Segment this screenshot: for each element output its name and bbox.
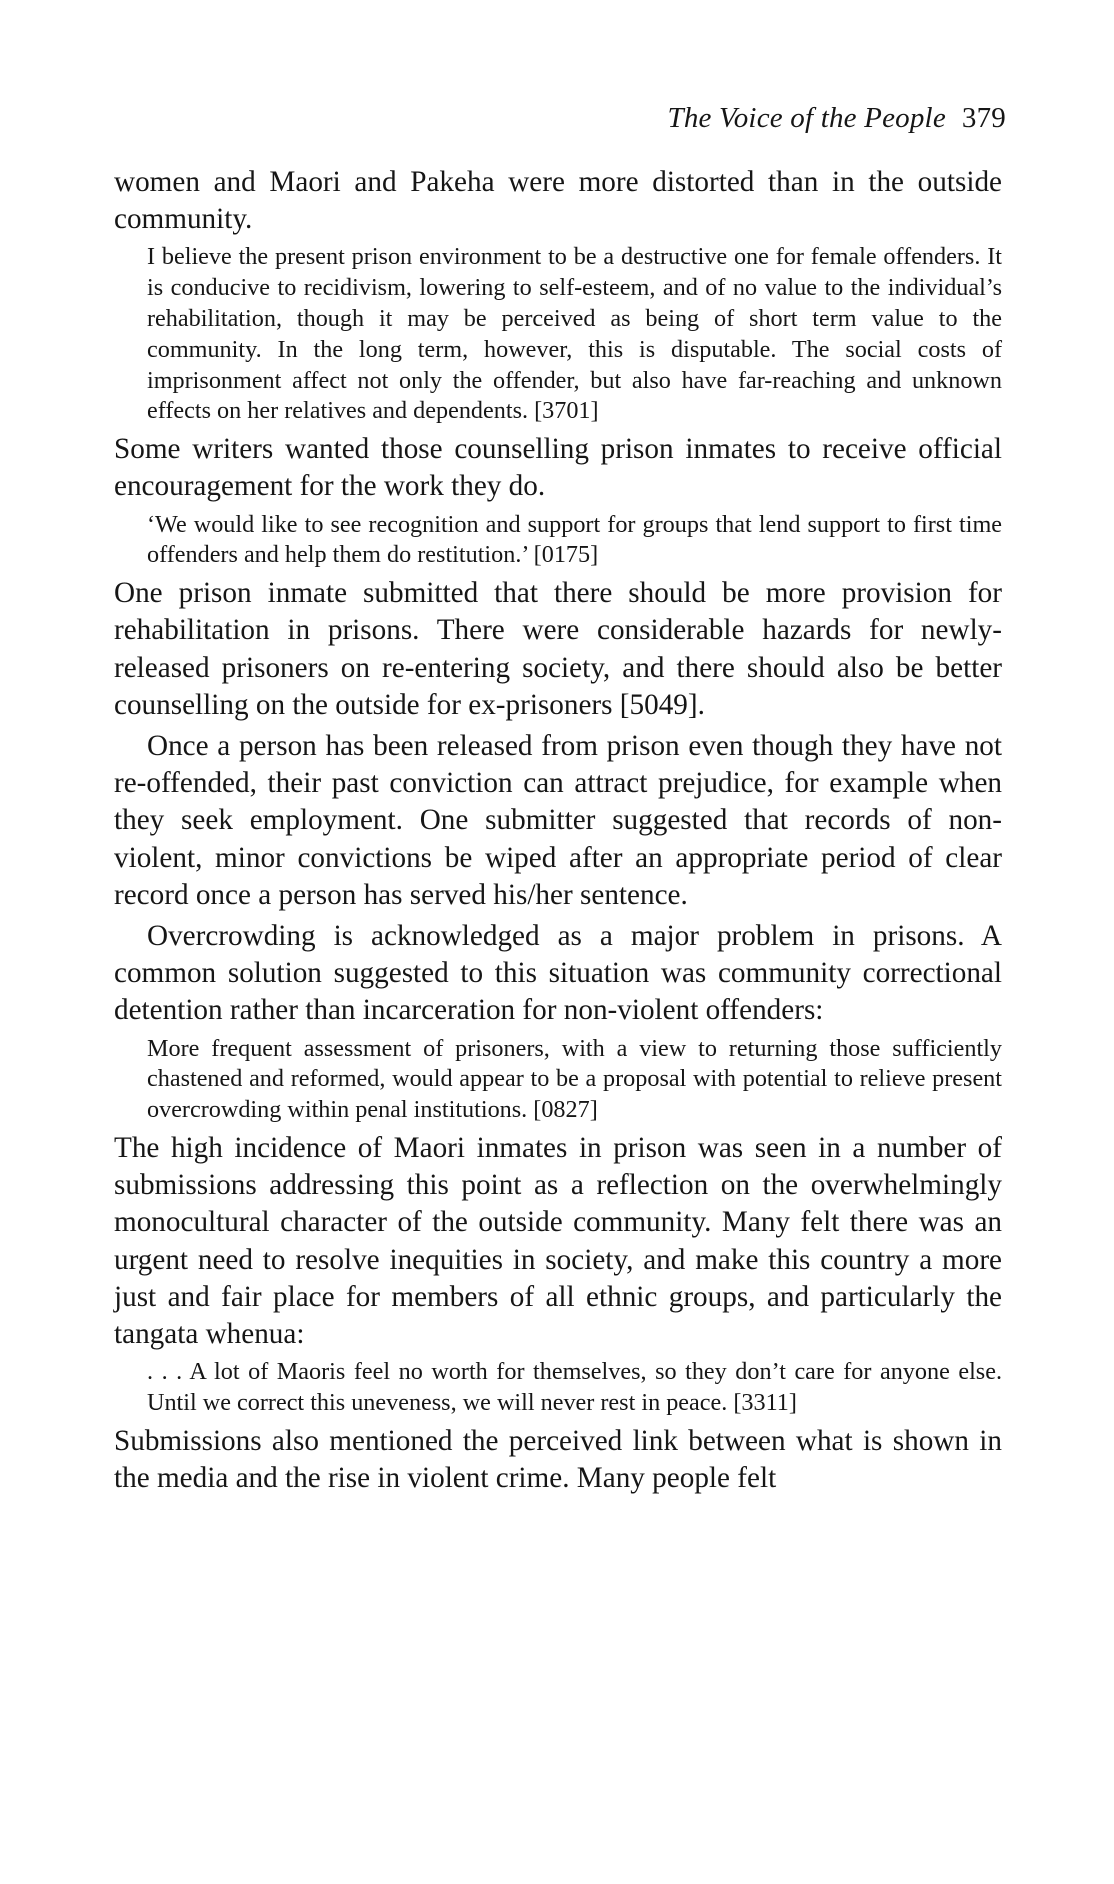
block-quote: ‘We would like to see recognition and support for groups that lend support to first time offenders and help them do restitution.’ [0175] bbox=[147, 510, 1002, 569]
running-header bbox=[667, 102, 1006, 135]
block-quote: . . . A lot of Maoris feel no worth for themselves, so they don’t care for anyone else. Until we correct this uneveness, we will never rest in peace. [3311] bbox=[147, 1358, 1002, 1417]
body-paragraph: The high incidence of Maori inmates in prison was seen in a number of submissions addressing this point as a reflection on the overwhelmingly monocultural character of the outside community. Many felt there was an urgent need to resolve inequities in society, and make this country a more just and fair place for members of all ethnic groups, and particularly the tangata whenua: bbox=[114, 1132, 1002, 1351]
page-number: 379 bbox=[961, 102, 1006, 134]
block-quote: I believe the present prison environment to be a destructive one for female offenders. It is conducive to recidivism, lowering to self-esteem, and of no value to the individual’s rehabilitation, though it may be perceived as being of short term value to the community. In the long term, however, this is disputable. The social costs of imprisonment affect not only the offender, but also have far-reaching and unknown effects on her relatives and dependents. [3701] bbox=[147, 243, 1002, 425]
running-title: The Voice of the People bbox=[667, 102, 946, 134]
block-quote: More frequent assessment of prisoners, with a view to returning those sufficiently chastened and reformed, would appear to be a proposal with potential to relieve present overcrowding within penal institutions. [0827] bbox=[147, 1034, 1002, 1124]
body-paragraph: Submissions also mentioned the perceived link between what is shown in the media and the rise in violent crime. Many people felt bbox=[114, 1424, 1002, 1495]
body-paragraph: Once a person has been released from prison even though they have not re-offended, their past conviction can attract prejudice, for example when they seek employment. One submitter suggested that records of non-violent, minor convictions be wiped after an appropriate period of clear record once a person has served his/her sentence. bbox=[114, 730, 1002, 911]
body-paragraph: Some writers wanted those counselling prison inmates to receive official encouragement for the work they do. bbox=[114, 433, 1002, 503]
page-body bbox=[114, 164, 1002, 1497]
body-paragraph: One prison inmate submitted that there should be more provision for rehabilitation in prisons. There were considerable hazards for newly-released prisoners on re-entering society, and there should also be better counselling on the outside for ex-prisoners [5049]. bbox=[114, 577, 1002, 721]
body-paragraph: Overcrowding is acknowledged as a major problem in prisons. A common solution suggested to this situation was community correctional detention rather than incarceration for non-violent offenders: bbox=[114, 920, 1002, 1027]
body-paragraph: women and Maori and Pakeha were more distorted than in the outside community. bbox=[114, 166, 1002, 236]
